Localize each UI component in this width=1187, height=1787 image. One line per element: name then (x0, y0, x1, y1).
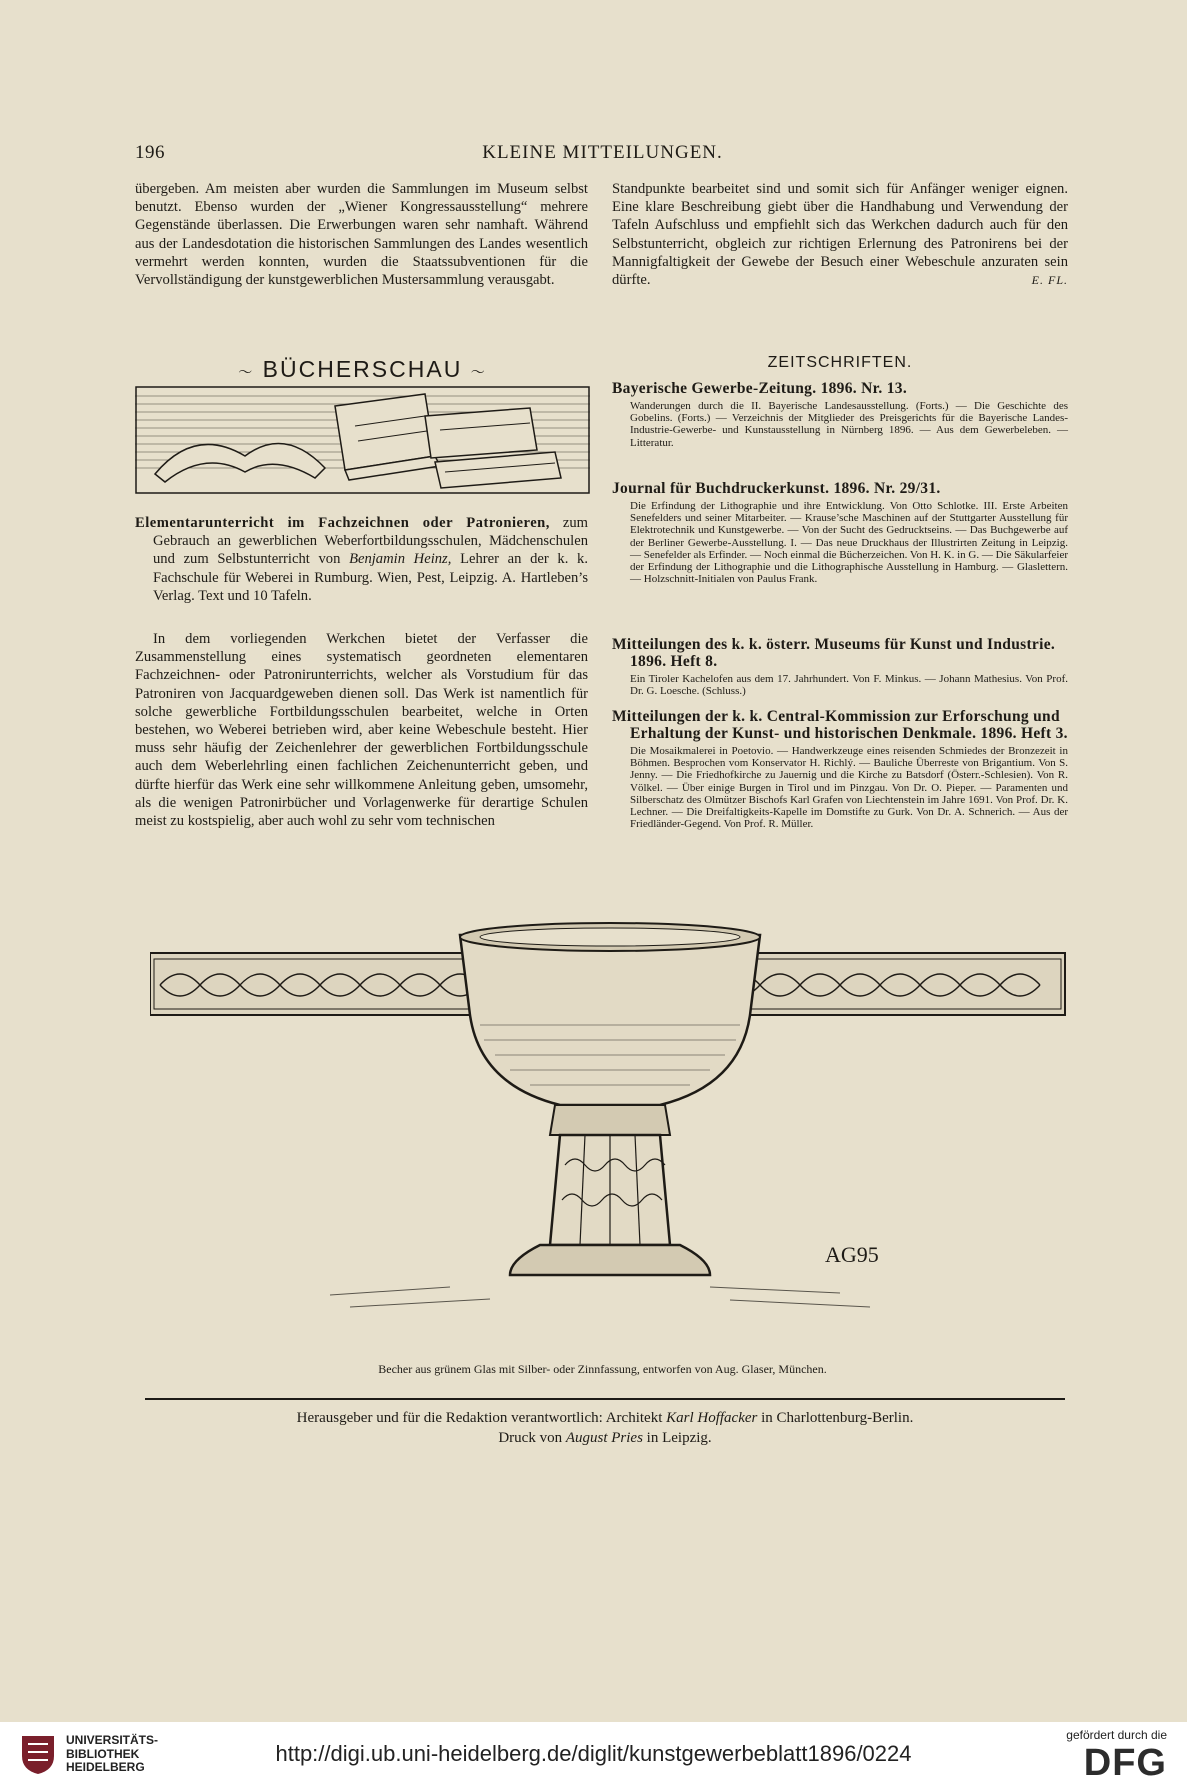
book-title: Elementarunterricht im Fachzeichnen oder Patronieren, (135, 515, 550, 531)
imprint-text: in Charlottenburg-Berlin. (761, 1410, 914, 1426)
periodical-contents: Ein Tiroler Kachelofen aus dem 17. Jahrhundert. Von F. Minkus. — Johann Mathesius. Von Prof. Dr. G. Loesche. (Schluss.) (630, 673, 1068, 698)
figure-caption: Becher aus grünem Glas mit Silber- oder Zinnfassung, entworfen von Aug. Glaser, München. (378, 1362, 827, 1376)
book-citation (135, 514, 588, 605)
artist-monogram: AG95 (825, 1242, 879, 1267)
printer-name: August Pries (565, 1430, 643, 1446)
sponsor-text: gefördert durch die (1066, 1728, 1167, 1742)
imprint-text: Herausgeber und für die Redaktion verantwortlich: Architekt (296, 1410, 663, 1426)
periodical-item (612, 708, 1068, 830)
book-review-text: In dem vorliegenden Werkchen bietet der Verfasser die Zusammenstellung eines systematisch geordneten elementaren Fachzeichnen- oder Patronirunterrichts, welcher als Vorstudium für das Patroniren von Jacquardgeweben dienen soll. Das Werk ist namentlich für solche gewerbliche Fortbildungsschulen bearbeitet, welche in Orten bestehen, wo Weberei betrieben wird, aber keine Webeschule besteht. Hier muss sehr häufig der Zeichenlehrer der gewerblichen Fortbildungsschule auch dem Weberlehrling einen fachlichen Zeichenunterricht geben, und dürfte hierfür das Werk eine sehr willkommene Anleitung geben, umsomehr, als die wenigen Patronirbücher und Vorlagenwerke für derartige Schulen meist zu kostspielig, aber auch wohl zu sehr vom technischen (135, 631, 588, 830)
imprint (145, 1408, 1065, 1448)
periodical-title: Bayerische Gewerbe-Zeitung. 1896. Nr. 13. (612, 380, 907, 397)
right-top-text: Standpunkte bearbeitet sind und somit sich für Anfänger weniger eignen. Eine klare Beschreibung giebt über die Handhabung und Verwendung der Tafeln Aufschluss und empfiehlt sich das Werkchen dadurch auch für den Selbstunterricht, obgleich zur richtigen Erlernung des Patronirens bei der Mannigfaltigkeit der Gewebe der Besuch einer Webeschule anzuraten sein dürfte. (612, 181, 1068, 289)
footer-rule (145, 1398, 1065, 1400)
right-top-paragraph (612, 180, 1068, 289)
review-section-title: 〜 BÜCHERSCHAU 〜 (238, 356, 487, 382)
left-top-paragraph: übergeben. Am meisten aber wurden die Sammlungen im Museum selbst benutzt. Ebenso wurden der „Wiener Kongressausstellung“ mehrere Gegenstände überlassen. Die Erwerbungen waren sehr namhaft. Während aus der Landesdotation die historischen Sammlungen des Landes wesentlich vermehrt werden konnten, wurden die Staatssubventionen für die Vervollständigung der kunstgewerblichen Mustersammlung verausgabt. (135, 181, 588, 289)
editor-name: Karl Hoffacker (666, 1410, 758, 1426)
library-name-line: UNIVERSITÄTS- (66, 1733, 159, 1747)
digital-library-bar (0, 1722, 1187, 1787)
library-name-line: HEIDELBERG (66, 1760, 145, 1774)
signature: E. FL. (1031, 273, 1068, 288)
book-description-1: zum Gebrauch an gewerblichen Weberfortbildungsschulen, Mädchenschulen und zum Selbstunterricht von (153, 515, 588, 568)
review-title-text: BÜCHERSCHAU (262, 356, 463, 382)
periodicals-heading: ZEITSCHRIFTEN. (767, 354, 913, 371)
periodical-item (612, 636, 1068, 697)
book-review-banner (135, 356, 590, 494)
dfg-logo: DFG (1083, 1742, 1167, 1784)
periodical-contents: Die Erfindung der Lithographie und ihre Entwicklung. Von Otto Schlotke. III. Erste Arbeiten Senefelders und seiner Mitarbeiter. — Krause’sche Maschinen auf der Stuttgarter Ausstellung für Elektrotechnik und Kunstgewerbe. — Von der Sucht des Gedrucktseins. — Das Buchgewerbe auf der Berliner Gewerbe-Ausstellung. I. — Das neue Druckhaus der Illustrirten Zeitung in Leipzig. — Senefelder als Erfinder. — Noch einmal die Bücherzeichen. Von H. K. in G. — Die Säkularfeier der Erfindung der Lithographie und die Lithographische Ausstellung in Hamburg. — Glaslettern. — Holzschnitt-Initialen von Paulus Frank. (630, 500, 1068, 586)
right-column-continuation (612, 180, 1068, 289)
book-review-body (135, 630, 588, 830)
periodical-item (612, 480, 1068, 585)
periodical-title: Journal für Buchdruckerkunst. 1896. Nr. 29/31. (612, 480, 941, 497)
library-name-line: BIBLIOTHEK (66, 1746, 140, 1761)
periodical-contents: Die Mosaikmalerei in Poetovio. — Handwerkzeuge eines reisenden Schmiedes der Bronzezeit in Böhmen. Besprochen vom Konservator H. Richlý. — Bauliche Überreste von Brigantium. Von S. Jenny. — Die Friedhofkirche zu Jauernig und die Kirche zu Batsdorf (Österr.-Schlesien). Von R. Völkel. — Über einige Burgen in Tirol und im Pinzgau. Von Dr. O. Pieper. — Paramenten und Silberschatz des Olmützer Bischofs Karl Grafen von Liechtenstein im Jahre 1691. Von Prof. Dr. K. Lechner. — Die Dreifaltigkeits-Kapelle im Domstifte zu Gurk. Von Dr. A. Schnerich. — Aus der Friedländer-Gegend. Von Prof. R. Müller. (630, 745, 1068, 831)
imprint-text: in Leipzig. (646, 1430, 712, 1446)
periodical-title: Mitteilungen des k. k. österr. Museums für Kunst und Industrie. 1896. Heft 8. (612, 636, 1056, 670)
imprint-line-1 (145, 1408, 1065, 1428)
book-entry (135, 514, 588, 605)
page-header (135, 142, 1070, 170)
page-number: 196 (135, 142, 165, 163)
goblet-illustration (150, 915, 1070, 1330)
periodical-title: Mitteilungen der k. k. Central-Kommission zur Erforschung und Erhaltung der Kunst- und historischen Denkmale. 1896. Heft 3. (612, 708, 1068, 742)
periodical-item (612, 380, 1068, 449)
books-illustration (135, 386, 590, 494)
permalink[interactable]: http://digi.ub.uni-heidelberg.de/diglit/kunstgewerbeblatt1896/0224 (275, 1741, 912, 1766)
left-column-continuation (135, 180, 588, 289)
book-description-2: Lehrer an der k. k. Fachschule für Weberei in Rumburg. Wien, Pest, Leipzig. A. Hartleben’s Verlag. Text und 10 Tafeln. (153, 551, 588, 604)
periodical-contents: Wanderungen durch die II. Bayerische Landesausstellung. (Forts.) — Die Geschichte des Gobelins. (Forts.) — Verzeichnis der Mitglieder des Preisgerichts für die Bayerische Landes-Industrie-Gewerbe- und Kunstausstellung in Nürnberg 1896. — Aus dem Gewerbeleben. — Litteratur. (630, 400, 1068, 449)
running-title: KLEINE MITTEILUNGEN. (482, 142, 723, 163)
imprint-line-2 (145, 1428, 1065, 1448)
book-author: Benjamin Heinz, (349, 551, 452, 568)
imprint-text: Druck von (498, 1430, 563, 1446)
